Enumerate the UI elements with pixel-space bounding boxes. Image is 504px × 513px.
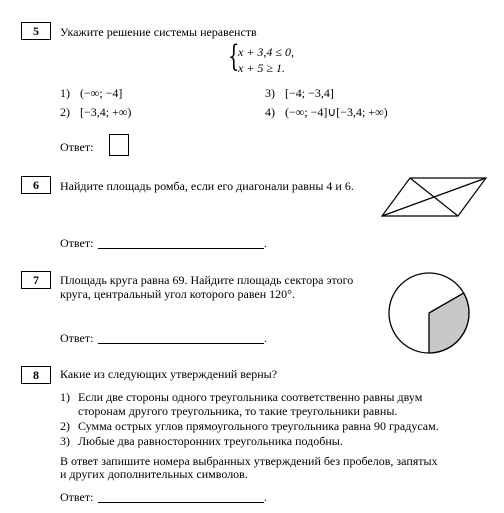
option-3-text: [−4; −3,4] — [285, 86, 334, 100]
statement-1-line-2: сторонам другого треугольника, то такие треугольники равны. — [78, 404, 398, 418]
statement-3-number: 3) — [60, 434, 70, 448]
answer-label-6: Ответ: — [60, 236, 94, 250]
answer-line-7[interactable] — [98, 343, 264, 344]
answer-line-8[interactable] — [98, 502, 264, 503]
answer-line-6[interactable] — [98, 248, 264, 249]
statement-2-number: 2) — [60, 419, 70, 433]
system-brace: { — [228, 39, 240, 74]
answer-end-6: . — [264, 236, 267, 250]
option-1-number: 1) — [60, 86, 70, 100]
answer-label-7: Ответ: — [60, 331, 94, 345]
question-8-text: Какие из следующих утверждений верны? — [60, 367, 278, 381]
statement-3-line-1: Любые два равносторонних треугольника подобны. — [78, 434, 343, 448]
rhombus-figure — [380, 172, 490, 222]
question-number-5: 5 — [21, 22, 51, 40]
question-6-text: Найдите площадь ромба, если его диагонали равны 4 и 6. — [60, 179, 354, 193]
system-line-2: x + 5 ≥ 1. — [238, 61, 286, 75]
shaded-sector — [429, 293, 469, 353]
answer-end-8: . — [264, 490, 267, 504]
statement-2-line-1: Сумма острых углов прямоугольного треугольника равна 90 градусам. — [78, 419, 439, 433]
option-4-text: (−∞; −4]∪[−3,4; +∞) — [285, 105, 388, 119]
answer-box-5[interactable] — [109, 134, 129, 156]
statement-1-number: 1) — [60, 390, 70, 404]
option-4-number: 4) — [265, 105, 275, 119]
question-7-line-2: круга, центральный угол которого равен 120°. — [60, 287, 295, 301]
circle-sector-figure — [386, 270, 472, 356]
option-2-text: [−3,4; +∞) — [80, 105, 132, 119]
system-line-1: x + 3,4 ≤ 0, — [238, 45, 295, 59]
question-7-line-1: Площадь круга равна 69. Найдите площадь сектора этого — [60, 273, 354, 287]
question-number-6: 6 — [21, 176, 51, 194]
option-3-number: 3) — [265, 86, 275, 100]
rhombus-diagonal-2 — [382, 178, 486, 216]
option-2-number: 2) — [60, 105, 70, 119]
question-5-text: Укажите решение системы неравенств — [60, 25, 257, 39]
answer-end-7: . — [264, 331, 267, 345]
option-1-text: (−∞; −4] — [80, 86, 123, 100]
question-number-8: 8 — [21, 366, 51, 384]
question-number-7: 7 — [21, 271, 51, 289]
answer-label-5: Ответ: — [60, 140, 94, 154]
instruction-line-1: В ответ запишите номера выбранных утверждений без пробелов, запятых — [60, 454, 438, 468]
instruction-line-2: и других дополнительных символов. — [60, 467, 248, 481]
answer-label-8: Ответ: — [60, 490, 94, 504]
statement-1-line-1: Если две стороны одного треугольника соответственно равны двум — [78, 390, 423, 404]
